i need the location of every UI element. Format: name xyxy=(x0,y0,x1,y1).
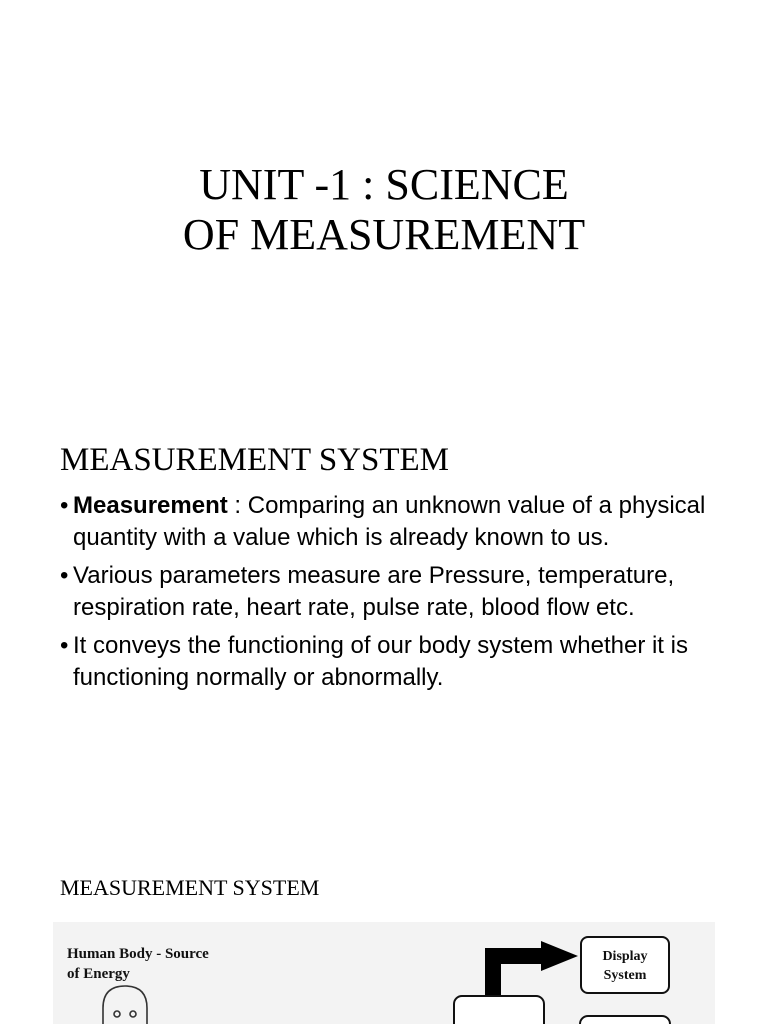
measurement-system-diagram xyxy=(53,922,715,1024)
bullet-icon: • xyxy=(60,492,69,519)
diagram-heading: MEASUREMENT SYSTEM xyxy=(60,875,320,900)
human-head-icon xyxy=(103,986,147,1024)
bullet-text: : Comparing an unknown value of a physical quantity with a value which is already known to us. xyxy=(73,492,706,551)
bullet-text: Various parameters measure are Pressure, temperature, respiration rate, heart rate, pulse rate, blood flow etc. xyxy=(73,562,675,621)
bullet-icon: • xyxy=(60,562,69,589)
source-label-line-2: of Energy xyxy=(67,966,130,982)
source-label-line-1: Human Body - Source xyxy=(67,946,209,962)
display-label-line-1: Display xyxy=(602,949,648,964)
bullet-item-parameters xyxy=(60,560,720,624)
display-label-line-2: System xyxy=(603,968,647,983)
unit-title xyxy=(0,160,768,260)
bullet-text: It conveys the functioning of our body system whether it is functioning normally or abnormally. xyxy=(73,632,688,691)
bullet-icon: • xyxy=(60,632,69,659)
bullet-list xyxy=(60,490,720,700)
bullet-term: Measurement xyxy=(73,492,228,519)
recording-block xyxy=(580,1016,670,1024)
unit-title-line-1: UNIT -1 : SCIENCE xyxy=(199,160,569,209)
display-system-box xyxy=(580,936,670,994)
measurement-system-heading: MEASUREMENT SYSTEM xyxy=(60,442,450,478)
bullet-item-measurement xyxy=(60,490,720,554)
processing-block xyxy=(454,996,544,1024)
unit-title-line-2: OF MEASUREMENT xyxy=(182,210,586,259)
bullet-item-functioning xyxy=(60,630,720,694)
